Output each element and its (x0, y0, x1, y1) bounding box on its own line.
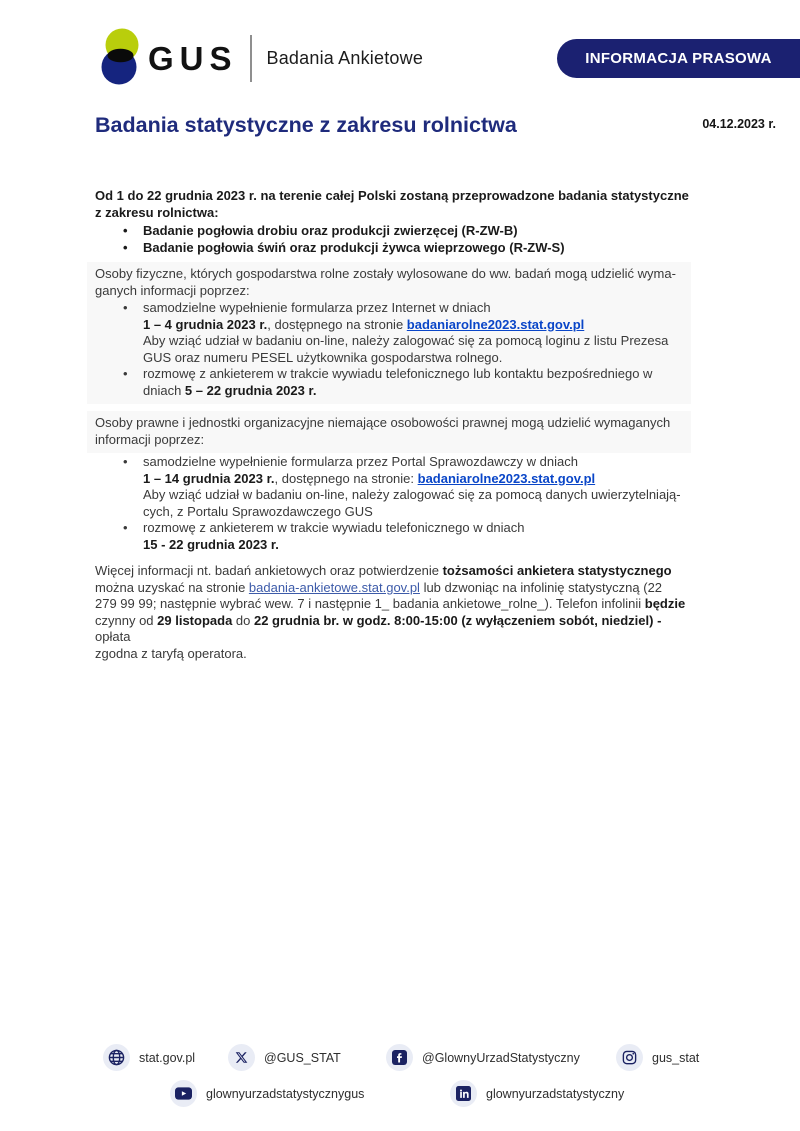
footer-link-facebook[interactable] (386, 1044, 580, 1071)
list-item (95, 366, 687, 399)
footer-link-youtube[interactable] (170, 1080, 364, 1107)
header-subtitle: Badania Ankietowe (266, 47, 424, 68)
footer-label: @GlownyUrzadStatystyczny (422, 1050, 580, 1065)
press-info-badge: INFORMACJA PRASOWA (557, 39, 800, 78)
intro-paragraph: Od 1 do 22 grudnia 2023 r. na terenie całej Polski zostaną przeprowadzone badania statystyczne z zakresu rolnictwa: (95, 188, 689, 220)
list-item-text: samodzielne wypełnienie formularza przez Portal Sprawozdawczy w dniach 1 – 14 grudnia 2023 r., dostępnego na stronie: badaniarolne2023.stat.gov.pl Aby wziąć udział w badaniu on-line, należy zalogować się za pomocą danych uwierzytelniają- cych, z Portalu Sprawozdawczego GUS (143, 454, 681, 519)
list-item-text: rozmowę z ankieterem w trakcie wywiadu telefonicznego w dniach 15 - 22 grudnia 2023 r. (143, 520, 525, 552)
inline-link[interactable]: badania-ankietowe.stat.gov.pl (248, 579, 420, 595)
list-item (95, 222, 691, 239)
globe-icon (103, 1044, 130, 1071)
document-body (95, 0, 691, 662)
legal-entities-lead: Osoby prawne i jednostki organizacyjne niemające osobowości prawnej mogą udzielić wymaganych informacji poprzez: (87, 411, 691, 453)
list-item-text: Badanie pogłowia drobiu oraz produkcji zwierzęcej (R-ZW-B) (143, 223, 518, 238)
individuals-lead: Osoby fizyczne, których gospodarstwa rolne zostały wylosowane do ww. badań mogą udzielić wyma- ganych informacji poprzez: (95, 266, 676, 298)
list-item-text: Badanie pogłowia świń oraz produkcji żywca wieprzowego (R-ZW-S) (143, 240, 565, 255)
x-twitter-icon (228, 1044, 255, 1071)
footer-label: stat.gov.pl (139, 1050, 196, 1065)
list-item-text: samodzielne wypełnienie formularza przez Internet w dniach 1 – 4 grudnia 2023 r., dostępnego na stronie badaniarolne2023.stat.gov.pl Aby wziąć udział w badaniu on-line, należy zalogować się za pomocą loginu z listu Prezesa GUS oraz numeru PESEL użytkownika gospodarstwa rolnego. (143, 300, 669, 365)
footer-label: @GUS_STAT (264, 1050, 341, 1065)
footer-label: glownyurzadstatystyczny (486, 1086, 625, 1101)
footer-link-x[interactable] (228, 1044, 341, 1071)
footer-link-instagram[interactable] (616, 1044, 699, 1071)
footer-link-website[interactable] (103, 1044, 195, 1071)
individuals-options-list (95, 300, 687, 399)
more-info-paragraph: Więcej informacji nt. badań ankietowych oraz potwierdzenie tożsamości ankietera statystycznego można uzyskać na stronie badania-ankietowe.stat.gov.pl lub dzwoniąc na infolinię statystyczną (22 279 99 99; następnie wybrać wew. 7 i następnie 1_ badania ankietowe_rolne_). Telefon infolinii będzie czynny od 29 listopada do 22 grudnia br. w godz. 8:00-15:00 (z wyłączeniem sobót, niedziel) - opłata zgodna z taryfą operatora. (95, 563, 686, 661)
inline-link[interactable]: badaniarolne2023.stat.gov.pl (417, 470, 596, 486)
list-item (95, 300, 687, 366)
youtube-icon (170, 1080, 197, 1107)
facebook-icon (386, 1044, 413, 1071)
gus-logo-text: GUS (148, 39, 238, 77)
list-item (95, 520, 691, 553)
footer-link-linkedin[interactable] (450, 1080, 624, 1107)
linkedin-icon (450, 1080, 477, 1107)
legal-entities-options-list (95, 454, 691, 553)
instagram-icon (616, 1044, 643, 1071)
document-date: 04.12.2023 r. (702, 117, 776, 131)
list-item (95, 454, 691, 520)
list-item-text: rozmowę z ankieterem w trakcie wywiadu telefonicznego lub kontaktu bezpośredniego w dniach 5 – 22 grudnia 2023 r. (143, 366, 653, 398)
inline-link[interactable]: badaniarolne2023.stat.gov.pl (406, 316, 585, 332)
individuals-section (87, 262, 691, 404)
list-item (95, 239, 691, 256)
footer-label: gus_stat (652, 1050, 700, 1065)
footer-label: glownyurzadstatystycznygus (206, 1086, 365, 1101)
survey-list (95, 222, 691, 256)
page-title: Badania statystyczne z zakresu rolnictwa (95, 113, 517, 137)
